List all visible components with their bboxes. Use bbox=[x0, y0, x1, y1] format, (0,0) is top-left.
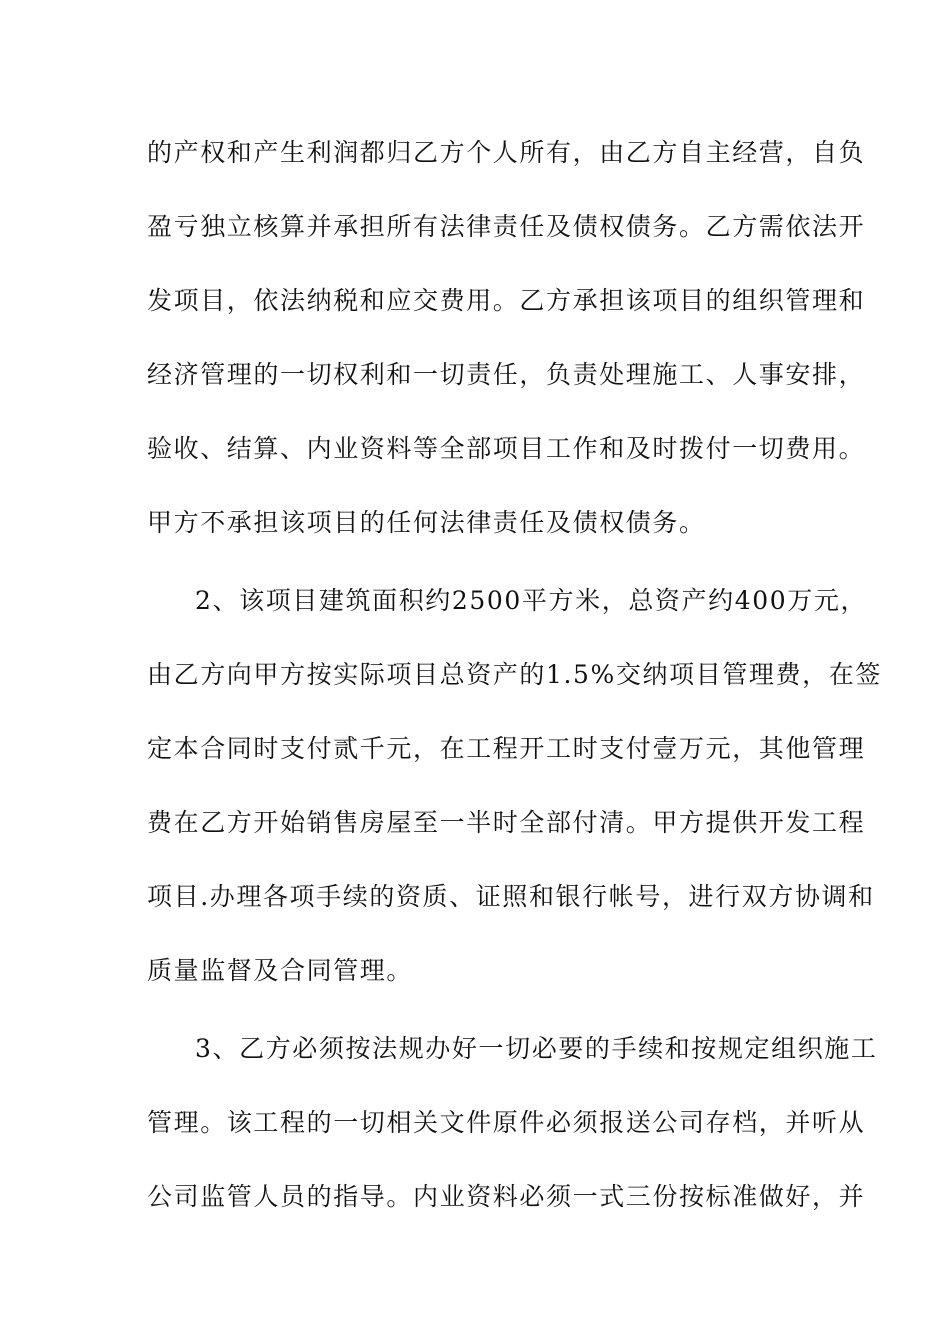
paragraph-3-first-line: 3、乙方必须按法规办好一切必要的手续和按规定组织施工 bbox=[195, 1034, 878, 1063]
text-line: 的产权和产生利润都归乙方个人所有，由乙方自主经营，自负 bbox=[147, 138, 866, 167]
text-line: 甲方不承担该项目的任何法律责任及债权债务。 bbox=[147, 508, 706, 537]
text-line: 盈亏独立核算并承担所有法律责任及债权债务。乙方需依法开 bbox=[147, 212, 866, 241]
text-line: 发项目，依法纳税和应交费用。乙方承担该项目的组织管理和 bbox=[147, 286, 866, 315]
text-line: 项目.办理各项手续的资质、证照和银行帐号，进行双方协调和 bbox=[147, 882, 875, 911]
paragraph-2-first-line: 2、该项目建筑面积约2500平方米，总资产约400万元， bbox=[195, 586, 868, 615]
text-line: 管理。该工程的一切相关文件原件必须报送公司存档，并听从 bbox=[147, 1108, 866, 1137]
text-line: 由乙方向甲方按实际项目总资产的1.5%交纳项目管理费，在签 bbox=[147, 660, 882, 689]
text-line: 验收、结算、内业资料等全部项目工作和及时拨付一切费用。 bbox=[147, 434, 866, 463]
text-line: 定本合同时支付贰千元，在工程开工时支付壹万元，其他管理 bbox=[147, 734, 866, 763]
text-line: 经济管理的一切权利和一切责任，负责处理施工、人事安排， bbox=[147, 360, 866, 389]
text-line: 公司监管人员的指导。内业资料必须一式三份按标准做好，并 bbox=[147, 1182, 866, 1211]
text-line: 质量监督及合同管理。 bbox=[147, 956, 414, 985]
text-line: 费在乙方开始销售房屋至一半时全部付清。甲方提供开发工程 bbox=[147, 808, 866, 837]
